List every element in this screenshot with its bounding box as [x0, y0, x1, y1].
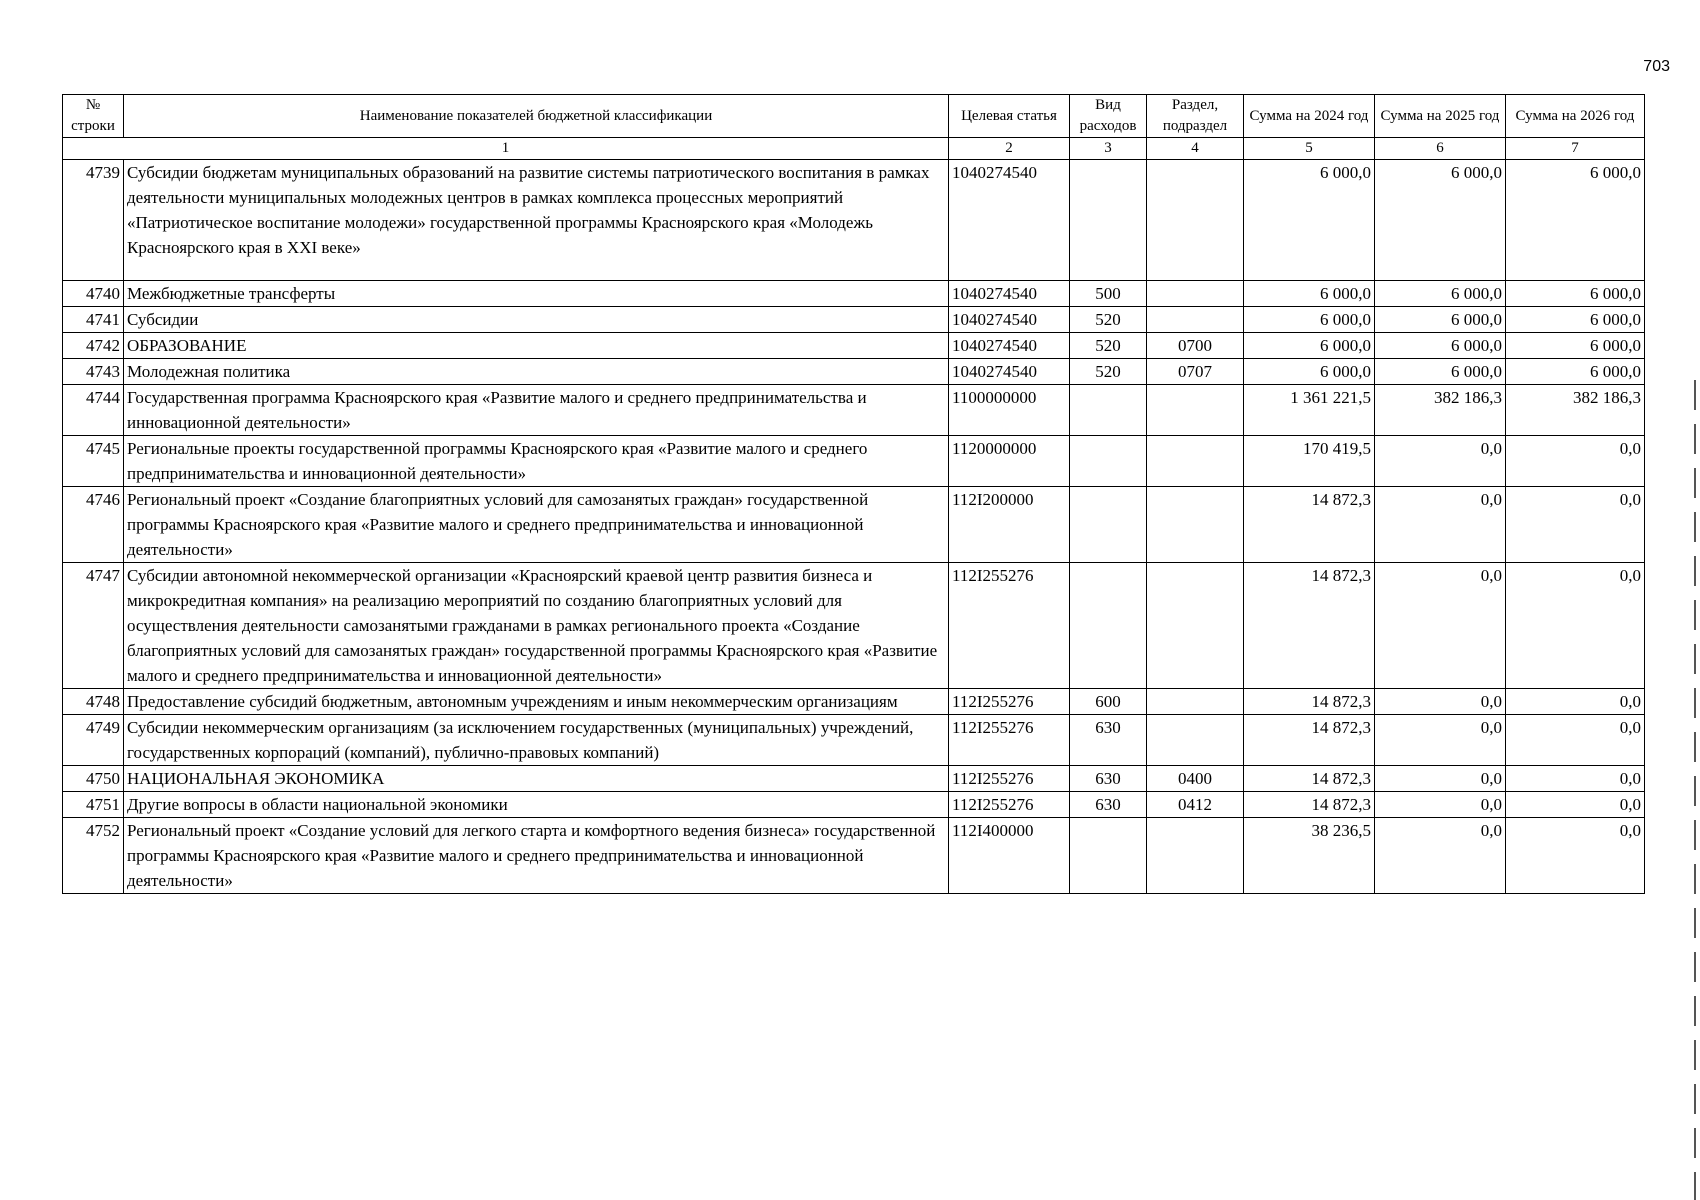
- header-code: Целевая статья: [949, 95, 1070, 138]
- row-name: НАЦИОНАЛЬНАЯ ЭКОНОМИКА: [124, 766, 949, 792]
- expense-kind: [1070, 487, 1147, 563]
- target-article: 112I200000: [949, 487, 1070, 563]
- sum-2024: 14 872,3: [1244, 792, 1375, 818]
- sum-2024: 1 361 221,5: [1244, 385, 1375, 436]
- sum-2025: 0,0: [1375, 689, 1506, 715]
- sum-2026: 6 000,0: [1506, 307, 1645, 333]
- row-name: Другие вопросы в области национальной экономики: [124, 792, 949, 818]
- row-name: Межбюджетные трансферты: [124, 281, 949, 307]
- expense-kind: [1070, 160, 1147, 281]
- table-row: [63, 333, 1645, 359]
- sum-2025: 6 000,0: [1375, 333, 1506, 359]
- sum-2026: 6 000,0: [1506, 359, 1645, 385]
- sum-2025: 6 000,0: [1375, 359, 1506, 385]
- row-name: Субсидии некоммерческим организациям (за исключением государственных (муниципальных) учреждений, государственных корпораций (компаний), публично-правовых компаний): [124, 715, 949, 766]
- target-article: 1040274540: [949, 333, 1070, 359]
- target-article: 112I400000: [949, 818, 1070, 894]
- row-name: Предоставление субсидий бюджетным, автономным учреждениям и иным некоммерческим организациям: [124, 689, 949, 715]
- table-row: [63, 307, 1645, 333]
- row-number: 4751: [63, 792, 124, 818]
- sum-2025: 0,0: [1375, 487, 1506, 563]
- row-number: 4744: [63, 385, 124, 436]
- sum-2025: 0,0: [1375, 436, 1506, 487]
- sum-2025: 0,0: [1375, 792, 1506, 818]
- sum-2026: 0,0: [1506, 818, 1645, 894]
- column-number: 1: [63, 138, 949, 160]
- section-subsection: [1147, 160, 1244, 281]
- table-row: [63, 715, 1645, 766]
- row-number: 4747: [63, 563, 124, 689]
- expense-kind: 630: [1070, 792, 1147, 818]
- expense-kind: [1070, 385, 1147, 436]
- column-number: 3: [1070, 138, 1147, 160]
- table-row: [63, 792, 1645, 818]
- sum-2024: 14 872,3: [1244, 487, 1375, 563]
- sum-2024: 38 236,5: [1244, 818, 1375, 894]
- row-number: 4748: [63, 689, 124, 715]
- section-subsection: [1147, 436, 1244, 487]
- expense-kind: [1070, 436, 1147, 487]
- expense-kind: 630: [1070, 715, 1147, 766]
- expense-kind: [1070, 563, 1147, 689]
- section-subsection: 0700: [1147, 333, 1244, 359]
- table-row: [63, 487, 1645, 563]
- sum-2026: 0,0: [1506, 766, 1645, 792]
- target-article: 112I255276: [949, 715, 1070, 766]
- sum-2025: 0,0: [1375, 715, 1506, 766]
- table-row: [63, 766, 1645, 792]
- sum-2026: 0,0: [1506, 792, 1645, 818]
- column-number-row: [63, 138, 1645, 160]
- section-subsection: [1147, 385, 1244, 436]
- row-name: Молодежная политика: [124, 359, 949, 385]
- row-number: 4750: [63, 766, 124, 792]
- expense-kind: 630: [1070, 766, 1147, 792]
- target-article: 1040274540: [949, 160, 1070, 281]
- page-number: 703: [1643, 58, 1670, 75]
- header-sum-2024: Сумма на 2024 год: [1244, 95, 1375, 138]
- sum-2024: 170 419,5: [1244, 436, 1375, 487]
- section-subsection: 0412: [1147, 792, 1244, 818]
- row-number: 4740: [63, 281, 124, 307]
- section-subsection: 0400: [1147, 766, 1244, 792]
- sum-2026: 0,0: [1506, 689, 1645, 715]
- section-subsection: [1147, 307, 1244, 333]
- sum-2026: 6 000,0: [1506, 333, 1645, 359]
- expense-kind: [1070, 818, 1147, 894]
- column-number: 7: [1506, 138, 1645, 160]
- target-article: 1040274540: [949, 281, 1070, 307]
- sum-2024: 6 000,0: [1244, 281, 1375, 307]
- sum-2026: 0,0: [1506, 487, 1645, 563]
- sum-2024: 6 000,0: [1244, 333, 1375, 359]
- sum-2025: 0,0: [1375, 563, 1506, 689]
- target-article: 112I255276: [949, 563, 1070, 689]
- row-name: Субсидии бюджетам муниципальных образований на развитие системы патриотического воспитания в рамках деятельности муниципальных молодежных центров в рамках комплекса процессных мероприятий «Патриотическое воспитание молодежи» государственной программы Красноярского края «Молодежь Красноярского края в XXI веке»: [124, 160, 949, 281]
- row-number: 4743: [63, 359, 124, 385]
- table-row: [63, 160, 1645, 281]
- sum-2024: 6 000,0: [1244, 160, 1375, 281]
- row-name: Региональный проект «Создание благоприятных условий для самозанятых граждан» государственной программы Красноярского края «Развитие малого и среднего предпринимательства и инновационной деятельности»: [124, 487, 949, 563]
- table-row: [63, 359, 1645, 385]
- sum-2025: 0,0: [1375, 766, 1506, 792]
- sum-2026: 6 000,0: [1506, 281, 1645, 307]
- budget-table: [62, 94, 1645, 894]
- header-kind: Вид расходов: [1070, 95, 1147, 138]
- target-article: 1040274540: [949, 359, 1070, 385]
- row-number: 4745: [63, 436, 124, 487]
- row-number: 4741: [63, 307, 124, 333]
- target-article: 1040274540: [949, 307, 1070, 333]
- sum-2025: 382 186,3: [1375, 385, 1506, 436]
- section-subsection: 0707: [1147, 359, 1244, 385]
- column-number: 4: [1147, 138, 1244, 160]
- column-number: 2: [949, 138, 1070, 160]
- expense-kind: 500: [1070, 281, 1147, 307]
- target-article: 112I255276: [949, 766, 1070, 792]
- row-name: Региональный проект «Создание условий для легкого старта и комфортного ведения бизнеса» государственной программы Красноярского края «Развитие малого и среднего предпринимательства и инновационной деятельности»: [124, 818, 949, 894]
- sum-2026: 6 000,0: [1506, 160, 1645, 281]
- header-sum-2025: Сумма на 2025 год: [1375, 95, 1506, 138]
- sum-2024: 14 872,3: [1244, 689, 1375, 715]
- row-name: Субсидии: [124, 307, 949, 333]
- row-number: 4739: [63, 160, 124, 281]
- row-number: 4752: [63, 818, 124, 894]
- section-subsection: [1147, 715, 1244, 766]
- sum-2025: 6 000,0: [1375, 307, 1506, 333]
- target-article: 1120000000: [949, 436, 1070, 487]
- header-sum-2026: Сумма на 2026 год: [1506, 95, 1645, 138]
- sum-2026: 0,0: [1506, 715, 1645, 766]
- header-section: Раздел, подраздел: [1147, 95, 1244, 138]
- expense-kind: 520: [1070, 333, 1147, 359]
- sum-2024: 6 000,0: [1244, 307, 1375, 333]
- sum-2026: 0,0: [1506, 563, 1645, 689]
- expense-kind: 600: [1070, 689, 1147, 715]
- row-name: ОБРАЗОВАНИЕ: [124, 333, 949, 359]
- row-number: 4749: [63, 715, 124, 766]
- target-article: 112I255276: [949, 689, 1070, 715]
- section-subsection: [1147, 818, 1244, 894]
- table-row: [63, 563, 1645, 689]
- row-name: Государственная программа Красноярского края «Развитие малого и среднего предпринимательства и инновационной деятельности»: [124, 385, 949, 436]
- expense-kind: 520: [1070, 359, 1147, 385]
- sum-2024: 14 872,3: [1244, 766, 1375, 792]
- row-name: Региональные проекты государственной программы Красноярского края «Развитие малого и среднего предпринимательства и инновационной деятельности»: [124, 436, 949, 487]
- table-row: [63, 818, 1645, 894]
- table-row: [63, 689, 1645, 715]
- sum-2024: 14 872,3: [1244, 563, 1375, 689]
- row-name: Субсидии автономной некоммерческой организации «Красноярский краевой центр развития бизнеса и микрокредитная компания» на реализацию мероприятий по созданию благоприятных условий для осуществления деятельности самозанятыми гражданами в рамках регионального проекта «Создание благоприятных условий для самозанятых граждан» государственной программы Красноярского края «Развитие малого и среднего предпринимательства и инновационной деятельности»: [124, 563, 949, 689]
- target-article: 1100000000: [949, 385, 1070, 436]
- table-row: [63, 385, 1645, 436]
- row-number: 4746: [63, 487, 124, 563]
- row-number: 4742: [63, 333, 124, 359]
- header-name: Наименование показателей бюджетной классификации: [124, 95, 949, 138]
- section-subsection: [1147, 563, 1244, 689]
- sum-2025: 6 000,0: [1375, 281, 1506, 307]
- sum-2024: 6 000,0: [1244, 359, 1375, 385]
- sum-2026: 382 186,3: [1506, 385, 1645, 436]
- section-subsection: [1147, 689, 1244, 715]
- expense-kind: 520: [1070, 307, 1147, 333]
- sum-2025: 0,0: [1375, 818, 1506, 894]
- sum-2025: 6 000,0: [1375, 160, 1506, 281]
- sum-2026: 0,0: [1506, 436, 1645, 487]
- section-subsection: [1147, 281, 1244, 307]
- table-row: [63, 281, 1645, 307]
- target-article: 112I255276: [949, 792, 1070, 818]
- section-subsection: [1147, 487, 1244, 563]
- column-number: 5: [1244, 138, 1375, 160]
- column-number: 6: [1375, 138, 1506, 160]
- sum-2024: 14 872,3: [1244, 715, 1375, 766]
- header-row: [63, 95, 1645, 138]
- scan-edge-mark: [1694, 380, 1696, 1200]
- table-row: [63, 436, 1645, 487]
- header-row-no: № строки: [63, 95, 124, 138]
